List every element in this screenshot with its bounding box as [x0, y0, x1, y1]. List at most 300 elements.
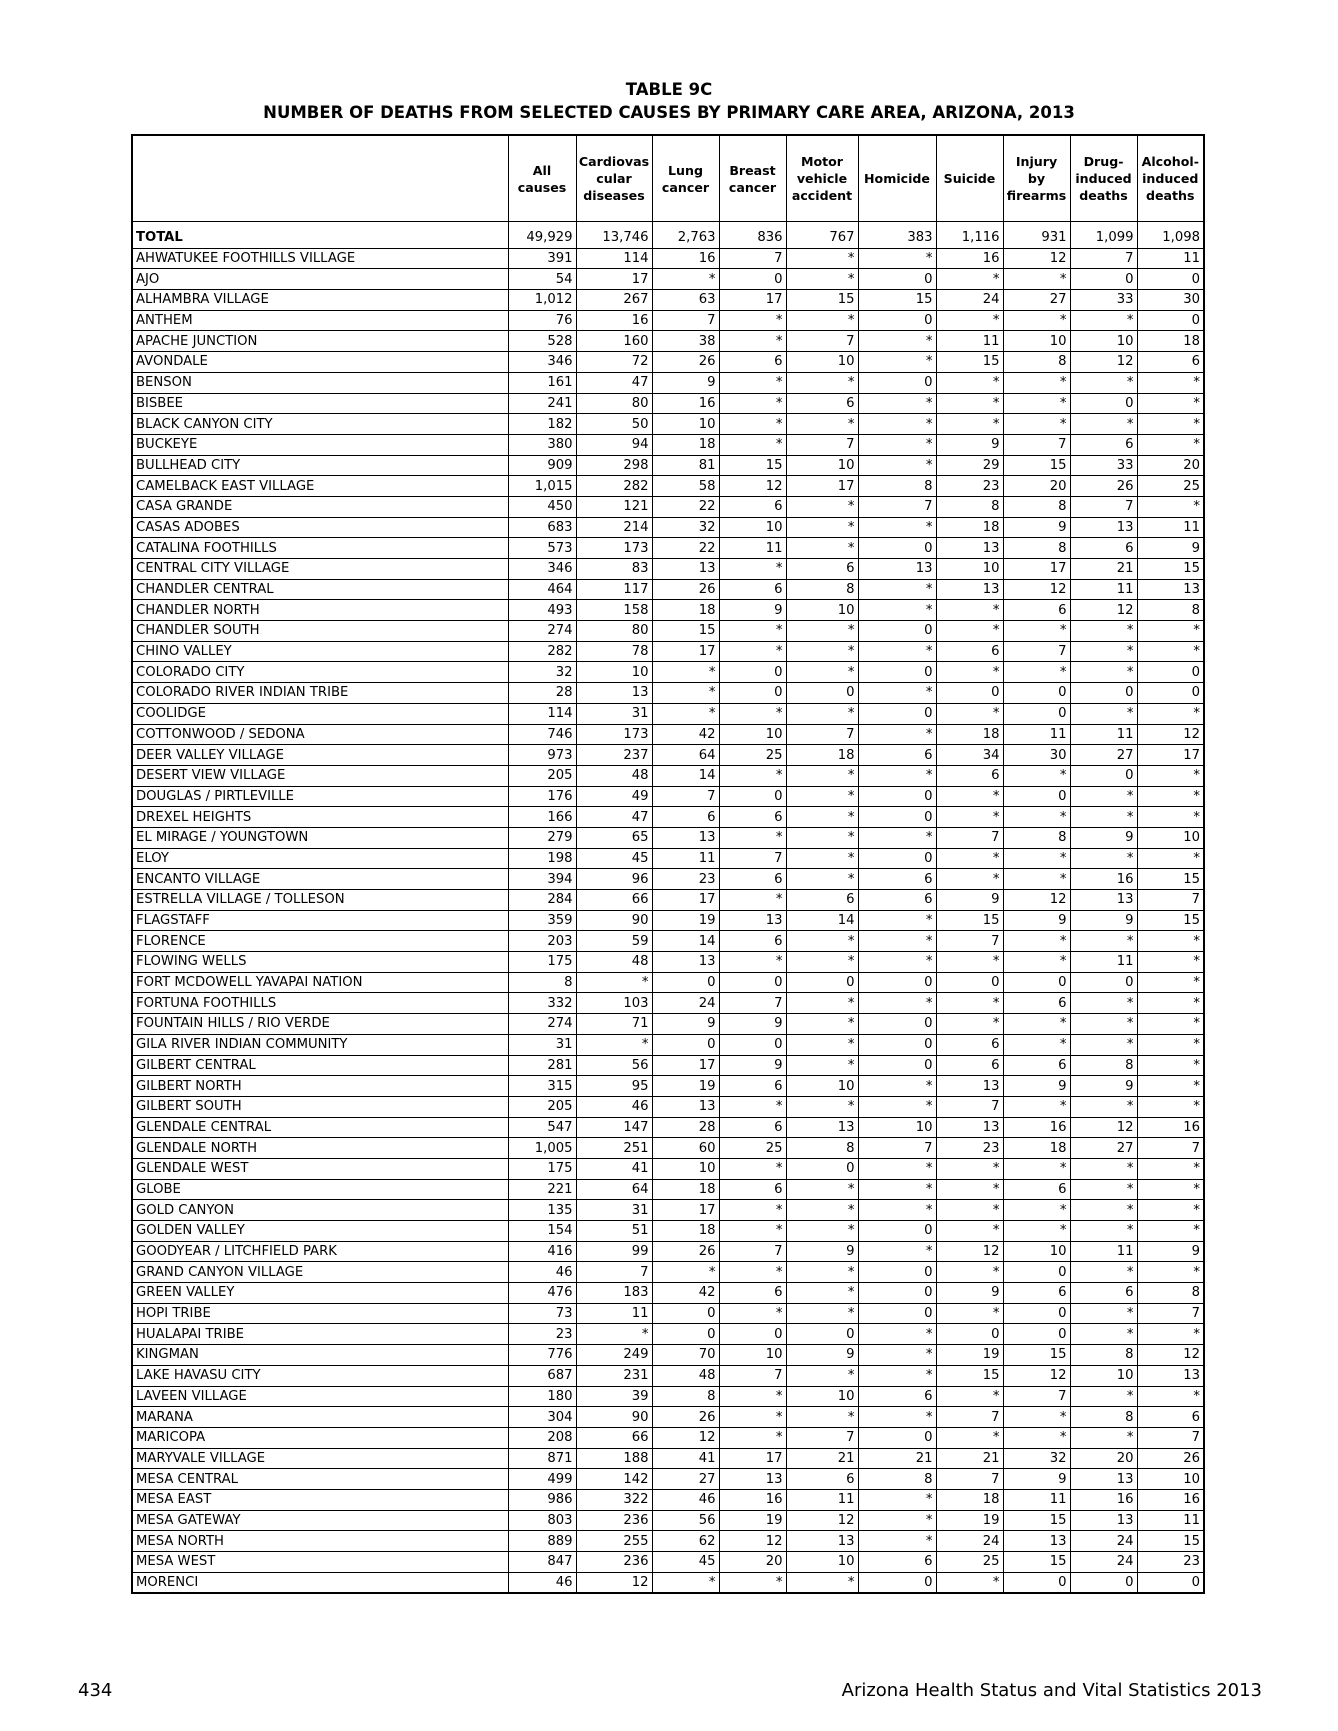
count-cell: 6: [719, 1117, 786, 1138]
count-cell: 8: [786, 579, 858, 600]
area-name-cell: MESA CENTRAL: [132, 1469, 508, 1490]
count-cell: *: [1070, 1386, 1137, 1407]
count-cell: *: [576, 1324, 652, 1345]
count-cell: *: [1003, 1014, 1070, 1035]
count-cell: *: [936, 1200, 1003, 1221]
area-name-cell: MORENCI: [132, 1572, 508, 1593]
count-cell: 72: [576, 352, 652, 373]
count-cell: 7: [1003, 641, 1070, 662]
count-cell: 51: [576, 1221, 652, 1242]
count-cell: *: [858, 1158, 936, 1179]
count-cell: 0: [719, 683, 786, 704]
count-cell: *: [786, 807, 858, 828]
area-name-cell: FOUNTAIN HILLS / RIO VERDE: [132, 1014, 508, 1035]
count-cell: 0: [719, 662, 786, 683]
count-cell: 0: [1137, 662, 1204, 683]
count-cell: 7: [1003, 1386, 1070, 1407]
count-cell: *: [719, 1407, 786, 1428]
count-cell: 203: [508, 931, 576, 952]
count-cell: 0: [858, 1427, 936, 1448]
count-cell: 9: [1070, 910, 1137, 931]
count-cell: 13: [1070, 890, 1137, 911]
area-name-cell: MESA NORTH: [132, 1531, 508, 1552]
count-cell: *: [858, 1407, 936, 1428]
count-cell: 27: [1003, 290, 1070, 311]
count-cell: 394: [508, 869, 576, 890]
count-cell: 60: [652, 1138, 719, 1159]
count-cell: *: [936, 414, 1003, 435]
count-cell: *: [719, 827, 786, 848]
table-row: [132, 434, 1204, 455]
count-cell: 251: [576, 1138, 652, 1159]
count-cell: *: [1137, 765, 1204, 786]
column-header: [1137, 135, 1204, 222]
count-cell: 7: [1070, 496, 1137, 517]
count-cell: 198: [508, 848, 576, 869]
count-cell: *: [786, 1303, 858, 1324]
count-cell: 8: [858, 1469, 936, 1490]
count-cell: *: [1137, 1324, 1204, 1345]
table-subtitle: NUMBER OF DEATHS FROM SELECTED CAUSES BY PRIMARY CARE AREA, ARIZONA, 2013: [263, 103, 1075, 122]
count-cell: 2,763: [652, 228, 719, 248]
count-cell: 346: [508, 352, 576, 373]
count-cell: 135: [508, 1200, 576, 1221]
count-cell: 99: [576, 1241, 652, 1262]
count-cell: *: [719, 1158, 786, 1179]
count-cell: 81: [652, 455, 719, 476]
count-cell: 11: [1137, 1510, 1204, 1531]
count-cell: 13: [1003, 1531, 1070, 1552]
count-cell: 54: [508, 269, 576, 290]
count-cell: *: [858, 765, 936, 786]
count-cell: 147: [576, 1117, 652, 1138]
count-cell: *: [719, 703, 786, 724]
column-header-line: accident: [791, 188, 853, 203]
area-name-cell: MESA WEST: [132, 1552, 508, 1573]
area-name-cell: GRAND CANYON VILLAGE: [132, 1262, 508, 1283]
count-cell: 0: [786, 683, 858, 704]
count-cell: *: [858, 1365, 936, 1386]
count-cell: 0: [786, 1158, 858, 1179]
count-cell: *: [786, 662, 858, 683]
column-header-line: Breast: [729, 162, 776, 178]
count-cell: 236: [576, 1552, 652, 1573]
count-cell: 7: [858, 1138, 936, 1159]
count-cell: 13: [576, 683, 652, 704]
count-cell: *: [1070, 848, 1137, 869]
count-cell: *: [1070, 993, 1137, 1014]
count-cell: 18: [652, 434, 719, 455]
table-row: [132, 559, 1204, 580]
count-cell: 8: [652, 1386, 719, 1407]
count-cell: *: [719, 1200, 786, 1221]
count-cell: 12: [576, 1572, 652, 1593]
count-cell: 547: [508, 1117, 576, 1138]
table-row: [132, 1283, 1204, 1304]
count-cell: 11: [1070, 579, 1137, 600]
area-name-cell: LAVEEN VILLAGE: [132, 1386, 508, 1407]
count-cell: 9: [936, 890, 1003, 911]
count-cell: *: [786, 1572, 858, 1593]
count-cell: 121: [576, 496, 652, 517]
count-cell: 11: [936, 331, 1003, 352]
count-cell: 10: [1070, 1365, 1137, 1386]
count-cell: *: [786, 1179, 858, 1200]
count-cell: 7: [719, 1365, 786, 1386]
count-cell: 64: [652, 745, 719, 766]
count-cell: *: [936, 952, 1003, 973]
count-cell: *: [858, 683, 936, 704]
count-cell: 0: [858, 1572, 936, 1593]
table-row: [132, 621, 1204, 642]
count-cell: 70: [652, 1345, 719, 1366]
count-cell: *: [858, 1179, 936, 1200]
count-cell: 281: [508, 1055, 576, 1076]
count-cell: 237: [576, 745, 652, 766]
table-row: [132, 600, 1204, 621]
area-name-cell: APACHE JUNCTION: [132, 331, 508, 352]
count-cell: 10: [1137, 827, 1204, 848]
count-cell: *: [936, 1221, 1003, 1242]
count-cell: *: [1137, 372, 1204, 393]
column-header-line: Suicide: [943, 171, 996, 186]
column-header: [786, 135, 858, 222]
count-cell: 7: [936, 1469, 1003, 1490]
table-row: [132, 765, 1204, 786]
count-cell: 27: [1070, 745, 1137, 766]
count-cell: 0: [719, 1034, 786, 1055]
count-cell: *: [719, 310, 786, 331]
count-cell: 493: [508, 600, 576, 621]
area-name-cell: FORT MCDOWELL YAVAPAI NATION: [132, 972, 508, 993]
count-cell: 15: [1137, 910, 1204, 931]
count-cell: 391: [508, 248, 576, 269]
count-cell: *: [1070, 414, 1137, 435]
count-cell: 47: [576, 807, 652, 828]
count-cell: 9: [1003, 1469, 1070, 1490]
count-cell: 0: [1003, 703, 1070, 724]
count-cell: *: [936, 786, 1003, 807]
count-cell: 13: [652, 827, 719, 848]
count-cell: *: [576, 972, 652, 993]
area-name-cell: CASA GRANDE: [132, 496, 508, 517]
count-cell: 8: [1003, 827, 1070, 848]
count-cell: 803: [508, 1510, 576, 1531]
count-cell: *: [1003, 869, 1070, 890]
area-name-cell: GILBERT SOUTH: [132, 1096, 508, 1117]
count-cell: *: [786, 1365, 858, 1386]
area-name-cell: GOODYEAR / LITCHFIELD PARK: [132, 1241, 508, 1262]
count-cell: 12: [719, 476, 786, 497]
count-cell: 0: [719, 786, 786, 807]
count-cell: *: [1137, 1179, 1204, 1200]
count-cell: 6: [786, 890, 858, 911]
count-cell: 46: [576, 1096, 652, 1117]
count-cell: 0: [858, 1221, 936, 1242]
count-cell: *: [936, 1014, 1003, 1035]
count-cell: *: [936, 662, 1003, 683]
count-cell: 16: [1070, 1489, 1137, 1510]
count-cell: 8: [508, 972, 576, 993]
count-cell: 13: [1137, 579, 1204, 600]
count-cell: *: [858, 1324, 936, 1345]
table-row: [132, 869, 1204, 890]
count-cell: 12: [1003, 248, 1070, 269]
count-cell: 12: [936, 1241, 1003, 1262]
count-cell: *: [719, 1386, 786, 1407]
area-name-cell: BUCKEYE: [132, 434, 508, 455]
count-cell: 464: [508, 579, 576, 600]
count-cell: 380: [508, 434, 576, 455]
column-header: [576, 135, 652, 222]
count-cell: 13: [936, 1076, 1003, 1097]
count-cell: 0: [858, 848, 936, 869]
count-cell: 18: [652, 1179, 719, 1200]
count-cell: 114: [508, 703, 576, 724]
count-cell: *: [858, 1076, 936, 1097]
area-name-cell: ANTHEM: [132, 310, 508, 331]
count-cell: 0: [1137, 683, 1204, 704]
table-row: [132, 1531, 1204, 1552]
count-cell: 231: [576, 1365, 652, 1386]
count-cell: 15: [1003, 1345, 1070, 1366]
area-name-cell: DESERT VIEW VILLAGE: [132, 765, 508, 786]
count-cell: *: [1070, 807, 1137, 828]
count-cell: 33: [1070, 290, 1137, 311]
count-cell: 346: [508, 559, 576, 580]
count-cell: 15: [719, 455, 786, 476]
count-cell: 871: [508, 1448, 576, 1469]
table-row: [132, 1158, 1204, 1179]
count-cell: 26: [652, 579, 719, 600]
count-cell: 161: [508, 372, 576, 393]
count-cell: *: [719, 393, 786, 414]
count-cell: 416: [508, 1241, 576, 1262]
table-row: [132, 1386, 1204, 1407]
count-cell: 32: [1003, 1448, 1070, 1469]
count-cell: 6: [1137, 352, 1204, 373]
count-cell: 14: [786, 910, 858, 931]
count-cell: 15: [1137, 1531, 1204, 1552]
count-cell: *: [858, 352, 936, 373]
table-row: [132, 1221, 1204, 1242]
table-row: [132, 352, 1204, 373]
count-cell: 241: [508, 393, 576, 414]
area-name-cell: GREEN VALLEY: [132, 1283, 508, 1304]
count-cell: *: [1137, 1158, 1204, 1179]
count-cell: 6: [719, 1283, 786, 1304]
column-header: [508, 135, 576, 222]
count-cell: *: [1070, 703, 1137, 724]
area-name-cell: AHWATUKEE FOOTHILLS VILLAGE: [132, 248, 508, 269]
count-cell: 10: [786, 1386, 858, 1407]
count-cell: 71: [576, 1014, 652, 1035]
count-cell: 6: [719, 1179, 786, 1200]
count-cell: 90: [576, 1407, 652, 1428]
count-cell: 10: [1137, 1469, 1204, 1490]
table-row: [132, 1489, 1204, 1510]
area-name-cell: BLACK CANYON CITY: [132, 414, 508, 435]
area-name-cell: CASAS ADOBES: [132, 517, 508, 538]
count-cell: 15: [936, 352, 1003, 373]
count-cell: 8: [1070, 1345, 1137, 1366]
count-cell: 282: [508, 641, 576, 662]
count-cell: 0: [936, 1324, 1003, 1345]
area-name-cell: FORTUNA FOOTHILLS: [132, 993, 508, 1014]
count-cell: *: [858, 641, 936, 662]
count-cell: *: [1003, 372, 1070, 393]
count-cell: 0: [858, 807, 936, 828]
count-cell: *: [936, 393, 1003, 414]
count-cell: *: [786, 993, 858, 1014]
count-cell: 26: [1070, 476, 1137, 497]
count-cell: *: [858, 1241, 936, 1262]
count-cell: 205: [508, 765, 576, 786]
count-cell: 499: [508, 1469, 576, 1490]
count-cell: 16: [1070, 869, 1137, 890]
table-row: [132, 703, 1204, 724]
area-name-cell: FLAGSTAFF: [132, 910, 508, 931]
count-cell: *: [1137, 641, 1204, 662]
count-cell: 11: [1003, 724, 1070, 745]
count-cell: 9: [1070, 1076, 1137, 1097]
table-row: [132, 724, 1204, 745]
count-cell: 41: [652, 1448, 719, 1469]
table-row: [132, 1096, 1204, 1117]
count-cell: 6: [936, 765, 1003, 786]
count-cell: 158: [576, 600, 652, 621]
count-cell: 28: [508, 683, 576, 704]
count-cell: 12: [652, 1427, 719, 1448]
count-cell: 46: [508, 1572, 576, 1593]
count-cell: *: [786, 1262, 858, 1283]
column-header-line: Homicide: [864, 171, 930, 186]
table-row: [132, 1510, 1204, 1531]
count-cell: 0: [652, 1034, 719, 1055]
area-name-cell: MARANA: [132, 1407, 508, 1428]
count-cell: 13: [1070, 1469, 1137, 1490]
count-cell: 6: [1070, 1283, 1137, 1304]
publication-title: Arizona Health Status and Vital Statistics 2013: [841, 1680, 1262, 1701]
count-cell: *: [719, 1427, 786, 1448]
count-cell: 23: [652, 869, 719, 890]
count-cell: 17: [1137, 745, 1204, 766]
count-cell: 12: [1003, 890, 1070, 911]
count-cell: 10: [576, 662, 652, 683]
count-cell: 25: [719, 1138, 786, 1159]
count-cell: 114: [576, 248, 652, 269]
count-cell: 13: [1070, 517, 1137, 538]
count-cell: 889: [508, 1531, 576, 1552]
count-cell: *: [1070, 621, 1137, 642]
count-cell: *: [936, 621, 1003, 642]
count-cell: 12: [719, 1531, 786, 1552]
count-cell: *: [1070, 1158, 1137, 1179]
count-cell: *: [858, 993, 936, 1014]
column-header-line: Injury: [1015, 154, 1058, 169]
count-cell: *: [858, 724, 936, 745]
count-cell: 32: [508, 662, 576, 683]
count-cell: 17: [719, 290, 786, 311]
count-cell: 6: [1003, 1055, 1070, 1076]
count-cell: 6: [719, 807, 786, 828]
count-cell: 188: [576, 1448, 652, 1469]
count-cell: 8: [1070, 1055, 1137, 1076]
area-name-cell: MESA EAST: [132, 1489, 508, 1510]
count-cell: 19: [652, 1076, 719, 1097]
column-header-line: cancer: [728, 179, 777, 195]
count-cell: *: [1070, 1179, 1137, 1200]
table-row: [132, 1469, 1204, 1490]
count-cell: 48: [576, 765, 652, 786]
table-row: [132, 1552, 1204, 1573]
count-cell: 10: [786, 1552, 858, 1573]
count-cell: 45: [652, 1552, 719, 1573]
count-cell: 0: [652, 1303, 719, 1324]
count-cell: 11: [786, 1489, 858, 1510]
count-cell: 22: [652, 538, 719, 559]
count-cell: *: [719, 621, 786, 642]
count-cell: 9: [786, 1241, 858, 1262]
count-cell: 21: [1070, 559, 1137, 580]
count-cell: 274: [508, 621, 576, 642]
count-cell: 746: [508, 724, 576, 745]
area-name-cell: GILBERT NORTH: [132, 1076, 508, 1097]
table-row: [132, 517, 1204, 538]
count-cell: 24: [1070, 1552, 1137, 1573]
count-cell: 767: [786, 228, 858, 248]
area-name-cell: COLORADO CITY: [132, 662, 508, 683]
count-cell: *: [936, 1158, 1003, 1179]
area-name-cell: ESTRELLA VILLAGE / TOLLESON: [132, 890, 508, 911]
count-cell: 0: [1070, 1572, 1137, 1593]
count-cell: 12: [1137, 1345, 1204, 1366]
count-cell: 9: [719, 600, 786, 621]
count-cell: *: [858, 579, 936, 600]
header-area-blank: [132, 135, 508, 222]
count-cell: *: [576, 1034, 652, 1055]
count-cell: *: [786, 869, 858, 890]
table-row: [132, 1200, 1204, 1221]
count-cell: *: [858, 910, 936, 931]
table-row: [132, 248, 1204, 269]
table-row: [132, 1365, 1204, 1386]
count-cell: 95: [576, 1076, 652, 1097]
table-row: [132, 641, 1204, 662]
count-cell: 7: [936, 1407, 1003, 1428]
count-cell: 16: [1003, 1117, 1070, 1138]
count-cell: *: [936, 848, 1003, 869]
count-cell: 13: [936, 579, 1003, 600]
count-cell: *: [1137, 393, 1204, 414]
area-name-cell: MARYVALE VILLAGE: [132, 1448, 508, 1469]
table-row: [132, 827, 1204, 848]
count-cell: *: [1137, 1034, 1204, 1055]
count-cell: *: [936, 1386, 1003, 1407]
count-cell: 267: [576, 290, 652, 311]
count-cell: *: [1070, 1262, 1137, 1283]
count-cell: 19: [936, 1345, 1003, 1366]
count-cell: 76: [508, 310, 576, 331]
count-cell: 10: [786, 1076, 858, 1097]
column-header-line: induced: [1075, 171, 1132, 186]
table-row: [132, 1262, 1204, 1283]
count-cell: 17: [652, 1055, 719, 1076]
count-cell: 83: [576, 559, 652, 580]
count-cell: 8: [786, 1138, 858, 1159]
count-cell: 0: [858, 310, 936, 331]
count-cell: 66: [576, 1427, 652, 1448]
